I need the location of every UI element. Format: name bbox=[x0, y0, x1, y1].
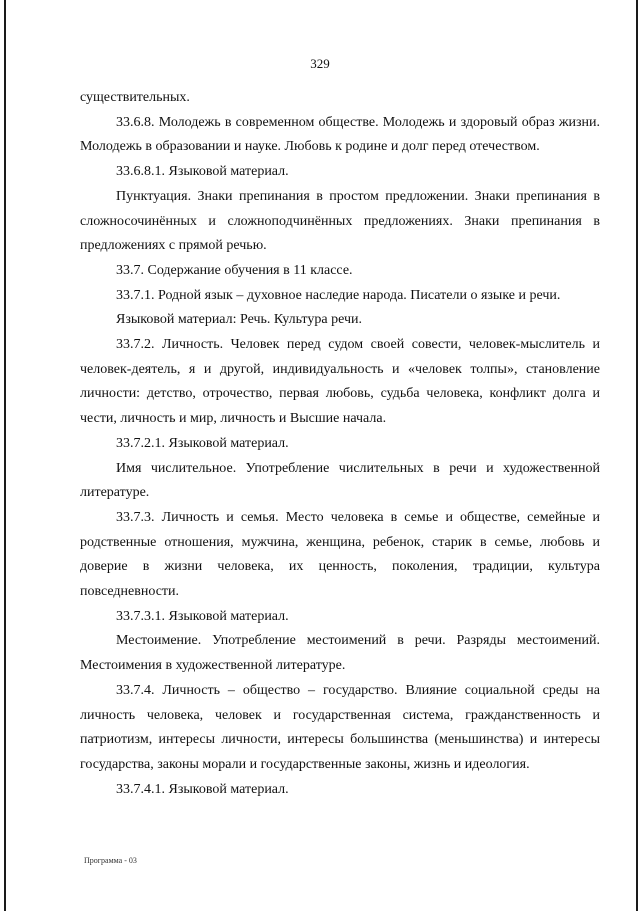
section-heading: 33.7.4.1. Языковой материал. bbox=[116, 781, 289, 797]
paragraph: 33.6.8. Молодежь в современном обществе. Молодежь и здоровый образ жизни. Молодежь в образовании и науке. Любовь к родине и долг перед отечеством. bbox=[80, 114, 600, 155]
footer-label: Программа - 03 bbox=[84, 856, 137, 865]
page-number: 329 bbox=[310, 56, 330, 71]
section-heading: 33.7.3.1. Языковой материал. bbox=[116, 608, 289, 624]
paragraph: 33.7.2. Личность. Человек перед судом своей совести, человек-мыслитель и человек-деятель, я и другой, индивидуальность и «человек толпы», становление личности: детство, отрочество, первая любовь, судьба человека, конфликт долга и чести, личность и мир, личность и Высшие начала. bbox=[80, 337, 600, 427]
paragraph: Языковой материал: Речь. Культура речи. bbox=[116, 312, 362, 328]
paragraph: существительных. bbox=[80, 90, 190, 105]
section-heading: 33.7. Содержание обучения в 11 классе. bbox=[116, 262, 353, 278]
section-heading: 33.6.8.1. Языковой материал. bbox=[116, 164, 289, 180]
paragraph: Пунктуация. Знаки препинания в простом предложении. Знаки препинания в сложносочинённых и сложноподчинённых предложениях. Знаки препинания в предложениях с прямой речью. bbox=[80, 188, 600, 254]
paragraph: 33.7.3. Личность и семья. Место человека в семье и обществе, семейные и родственные отношения, мужчина, женщина, ребенок, старик в семье, любовь и доверие в жизни человека, их ценность, поколения, традиции, культура повседневности. bbox=[80, 509, 600, 600]
paragraph: 33.7.4. Личность – общество – государство. Влияние социальной среды на личность человека, человек и государственная система, гражданственность и патриотизм, интересы личности, интересы большинства (меньшинства) и интересы государства, законы морали и государственные законы, жизнь и идеология. bbox=[80, 682, 600, 772]
scan-border-right bbox=[636, 0, 638, 911]
section-heading: 33.7.2.1. Языковой материал. bbox=[116, 435, 289, 451]
scan-border-left bbox=[4, 0, 6, 911]
paragraph: Местоимение. Употребление местоимений в речи. Разряды местоимений. Местоимения в художественной литературе. bbox=[80, 633, 600, 674]
paragraph: Имя числительное. Употребление числительных в речи и художественной литературе. bbox=[80, 460, 600, 501]
document-body bbox=[80, 86, 600, 802]
paragraph: 33.7.1. Родной язык – духовное наследие народа. Писатели о языке и речи. bbox=[116, 287, 561, 303]
